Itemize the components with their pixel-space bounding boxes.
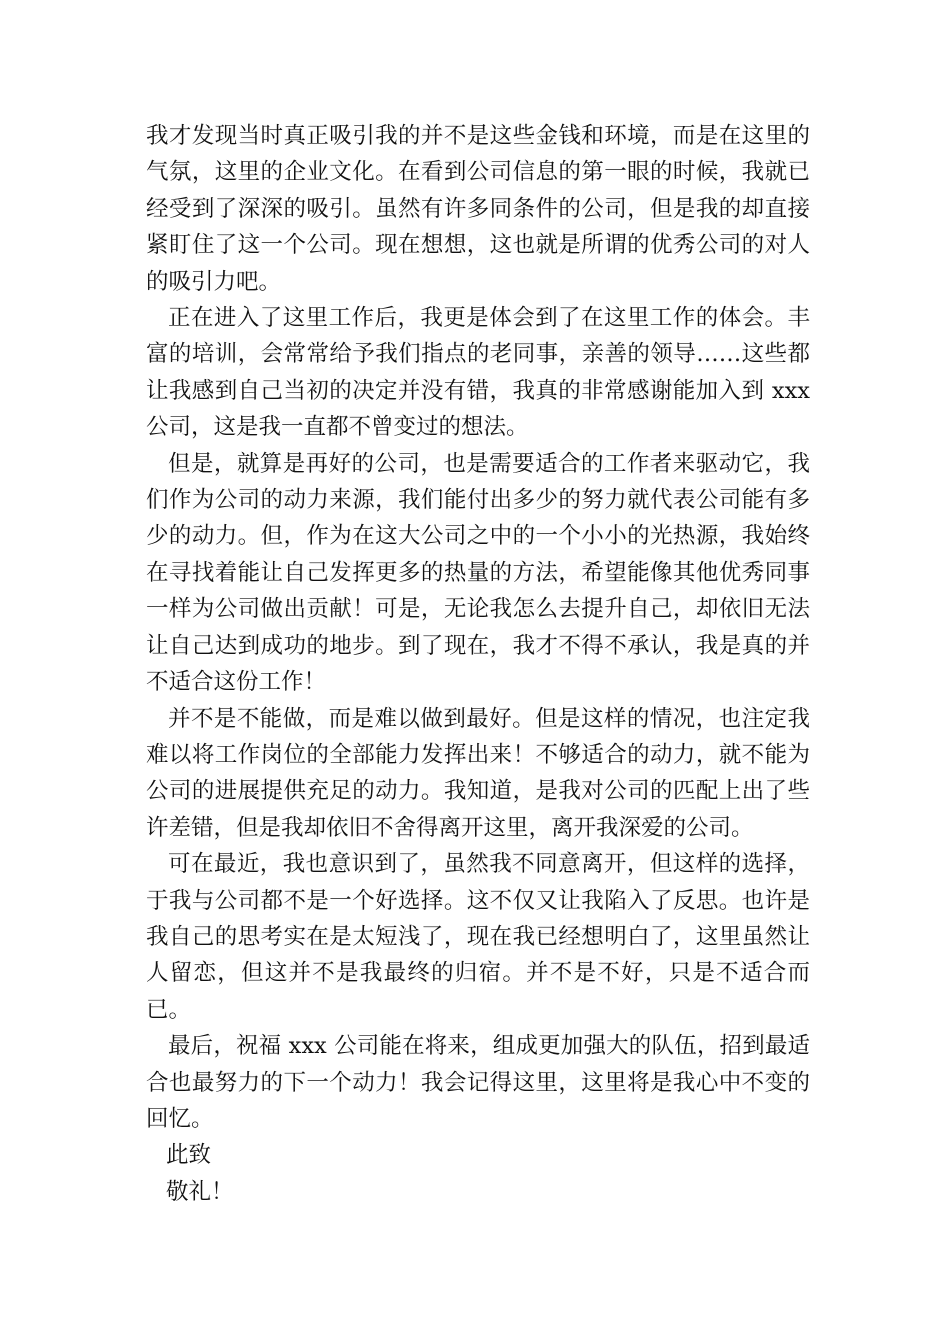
paragraph-1: 我才发现当时真正吸引我的并不是这些金钱和环境，而是在这里的气氛，这里的企业文化。在看到公司信息的第一眼的时候，我就已经受到了深深的吸引。虽然有许多同条件的公司，但是我的却直接紧盯住了这一个公司。现在想想，这也就是所谓的优秀公司的对人的吸引力吧。 [146,123,810,295]
paragraph-3: 但是，就算是再好的公司，也是需要适合的工作者来驱动它，我们作为公司的动力来源，我们能付出多少的努力就代表公司能有多少的动力。但，作为在这大公司之中的一个小小的光热源，我始终在寻找着能让自己发挥更多的热量的方法，希望能像其他优秀同事一样为公司做出贡献！可是，无论我怎么去提升自己，却依旧无法让自己达到成功的地步。到了现在，我才不得不承认，我是真的并不适合这份工作！ [146,450,810,696]
paragraph-5: 可在最近，我也意识到了，虽然我不同意离开，但这样的选择，于我与公司都不是一个好选择。这不仅又让我陷入了反思。也许是我自己的思考实在是太短浅了，现在我已经想明白了，这里虽然让人留恋，但这并不是我最终的归宿。并不是不好，只是不适合而已。 [146,851,810,1023]
paragraph-6: 最后，祝福 xxx 公司能在将来，组成更加强大的队伍，招到最适合也最努力的下一个动力！我会记得这里，这里将是我心中不变的回忆。 [146,1033,810,1132]
letter-body [146,118,810,1210]
paragraph-2: 正在进入了这里工作后，我更是体会到了在这里工作的体会。丰富的培训，会常常给予我们指点的老同事，亲善的领导……这些都让我感到自己当初的决定并没有错，我真的非常感谢能加入到 xxx 公司，这是我一直都不曾变过的想法。 [146,305,810,441]
paragraph-4: 并不是不能做，而是难以做到最好。但是这样的情况，也注定我难以将工作岗位的全部能力发挥出来！不够适合的动力，就不能为公司的进展提供充足的动力。我知道，是我对公司的匹配上出了些许差错，但是我却依旧不舍得离开这里，离开我深爱的公司。 [146,705,810,841]
closing-regards: 敬礼！ [166,1178,234,1205]
closing-salutation: 此致 [166,1142,212,1169]
